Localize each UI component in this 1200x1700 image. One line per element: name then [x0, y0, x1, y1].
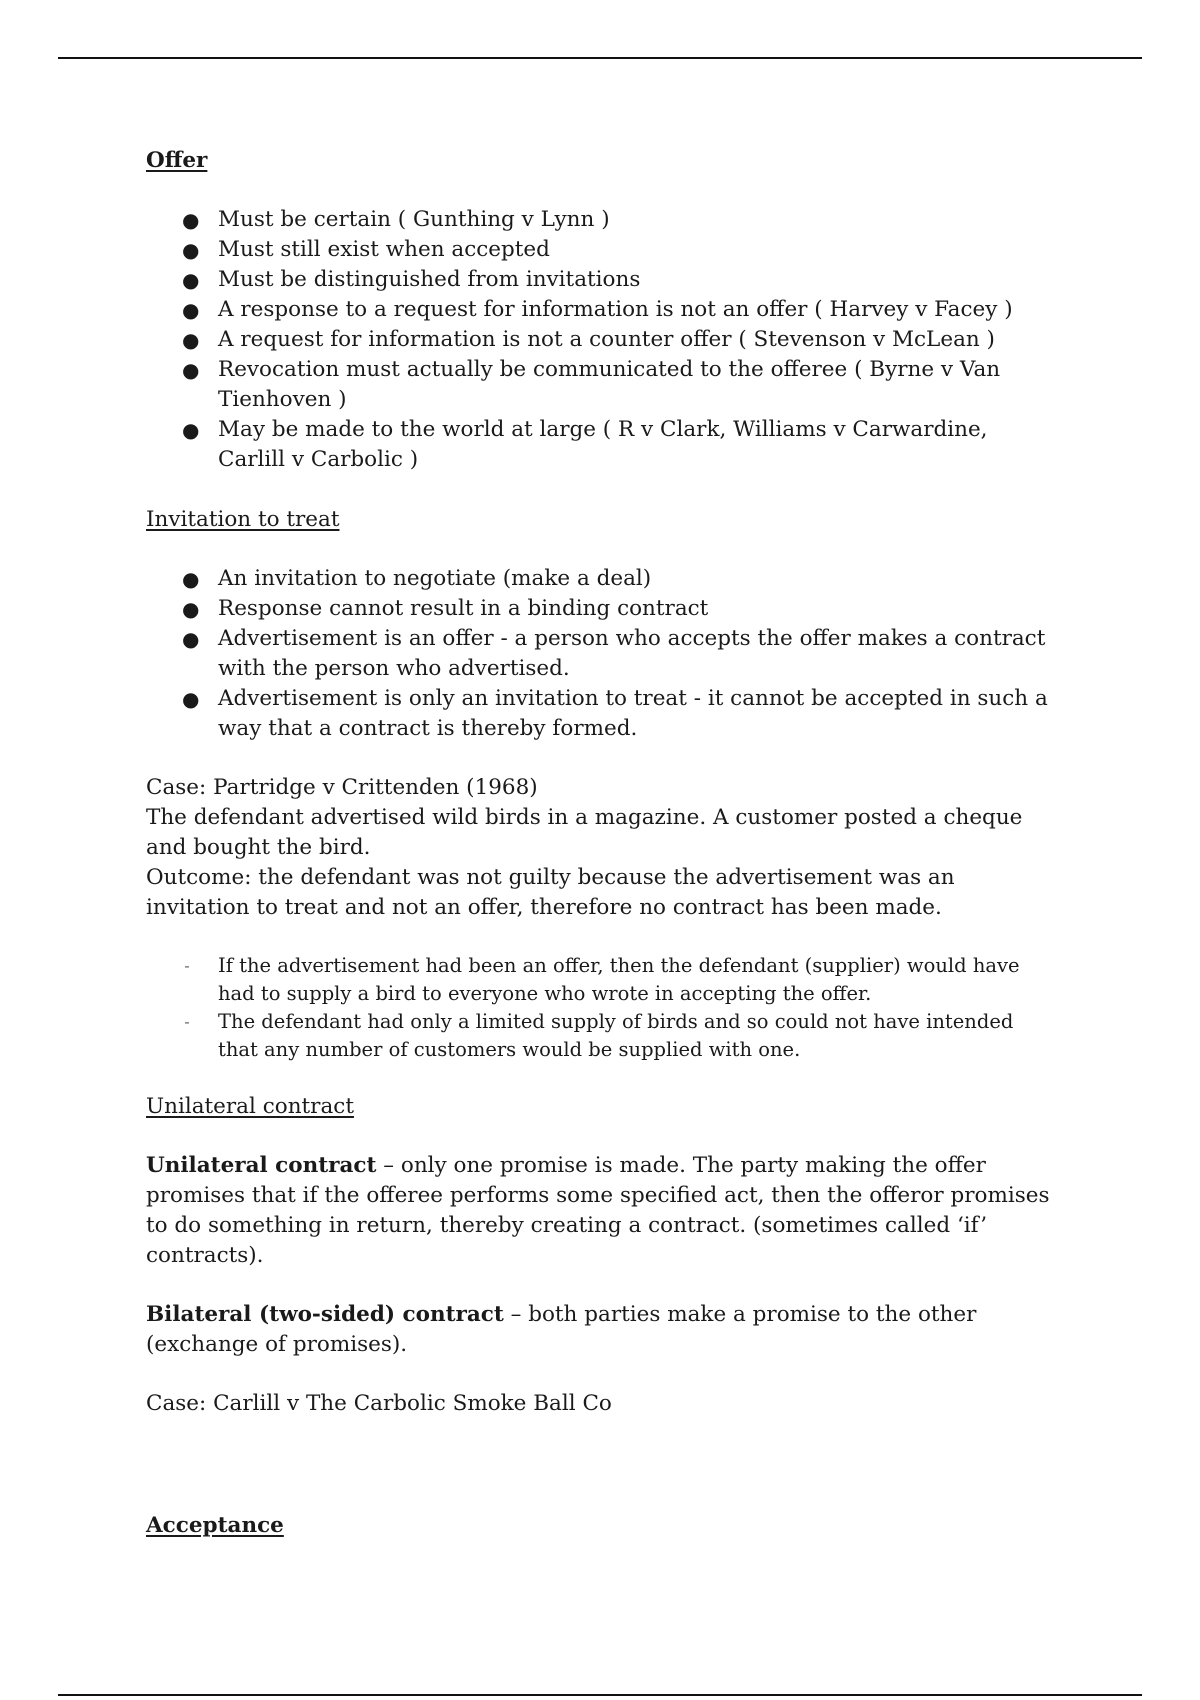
bullet-icon: ● [182, 268, 200, 292]
list-item: - If the advertisement had been an offer, then the defendant (supplier) would have had to supply a bird to everyone who wrote in accepting the offer. [146, 952, 1051, 1008]
bullet-icon: ● [182, 208, 200, 232]
bullet-icon: ● [182, 687, 200, 711]
list-item: ● Advertisement is only an invitation to treat - it cannot be accepted in such a way that a contract is thereby formed. [182, 686, 1048, 741]
case-outcome: Outcome: the defendant was not guilty because the advertisement was an invitation to treat and not an offer, therefore no contract has been made. [146, 865, 955, 920]
list-item: ● Advertisement is an offer - a person who accepts the offer makes a contract with the person who advertised. [182, 626, 1046, 681]
bullet-icon: ● [182, 238, 200, 262]
list-item: ● Response cannot result in a binding contract [146, 594, 1051, 624]
heading-unilateral-contract: Unilateral contract [146, 1094, 354, 1119]
dash-icon: - [184, 956, 190, 975]
header-rule [58, 57, 1142, 59]
offer-list [146, 205, 1051, 475]
bullet-icon: ● [182, 418, 200, 442]
case-notes-list [146, 952, 1051, 1064]
definition-unilateral [146, 1151, 1051, 1271]
case-title: Case: Carlill v The Carbolic Smoke Ball Co [146, 1391, 612, 1416]
bullet-icon: ● [182, 567, 200, 591]
case-title: Case: Partridge v Crittenden (1968) [146, 775, 538, 800]
bullet-icon: ● [182, 627, 200, 651]
definition-term: Unilateral contract [146, 1153, 377, 1178]
bullet-icon: ● [182, 597, 200, 621]
list-item: ● Must be certain ( Gunthing v Lynn ) [146, 205, 1051, 235]
list-item: - The defendant had only a limited supply of birds and so could not have intended that any number of customers would be supplied with one. [146, 1008, 1051, 1064]
bullet-icon: ● [182, 298, 200, 322]
definition-bilateral [146, 1300, 1051, 1360]
heading-offer: Offer [146, 148, 208, 173]
list-item: ● A response to a request for information is not an offer ( Harvey v Facey ) [146, 295, 1051, 325]
case-facts: The defendant advertised wild birds in a magazine. A customer posted a cheque and bought the bird. [146, 805, 1023, 860]
heading-acceptance: Acceptance [146, 1513, 284, 1538]
definition-text: – only one promise is made. The party making the offer promises that if the offeree performs some specified act, then the offeror promises to do something in return, thereby creating a contract. (sometimes called ‘if’ contracts). [146, 1153, 1050, 1268]
document-body [146, 146, 1051, 1541]
footer-rule [58, 1694, 1142, 1696]
list-item: ● A request for information is not a counter offer ( Stevenson v McLean ) [146, 325, 1051, 355]
bullet-icon: ● [182, 358, 200, 382]
heading-invitation-to-treat: Invitation to treat [146, 507, 340, 532]
bullet-icon: ● [182, 328, 200, 352]
list-item: ● Must be distinguished from invitations [146, 265, 1051, 295]
invitation-list [146, 564, 1051, 744]
dash-icon: - [184, 1012, 190, 1031]
list-item: ● An invitation to negotiate (make a deal) [146, 564, 1051, 594]
list-item: ● Revocation must actually be communicated to the offeree ( Byrne v Van Tienhoven ) [182, 357, 1001, 412]
list-item: ● May be made to the world at large ( R v Clark, Williams v Carwardine, Carlill v Carbolic ) [182, 417, 988, 472]
definition-text: – both parties make a promise to the other (exchange of promises). [146, 1302, 977, 1357]
list-item: ● Must still exist when accepted [146, 235, 1051, 265]
definition-term: Bilateral (two-sided) contract [146, 1302, 504, 1327]
